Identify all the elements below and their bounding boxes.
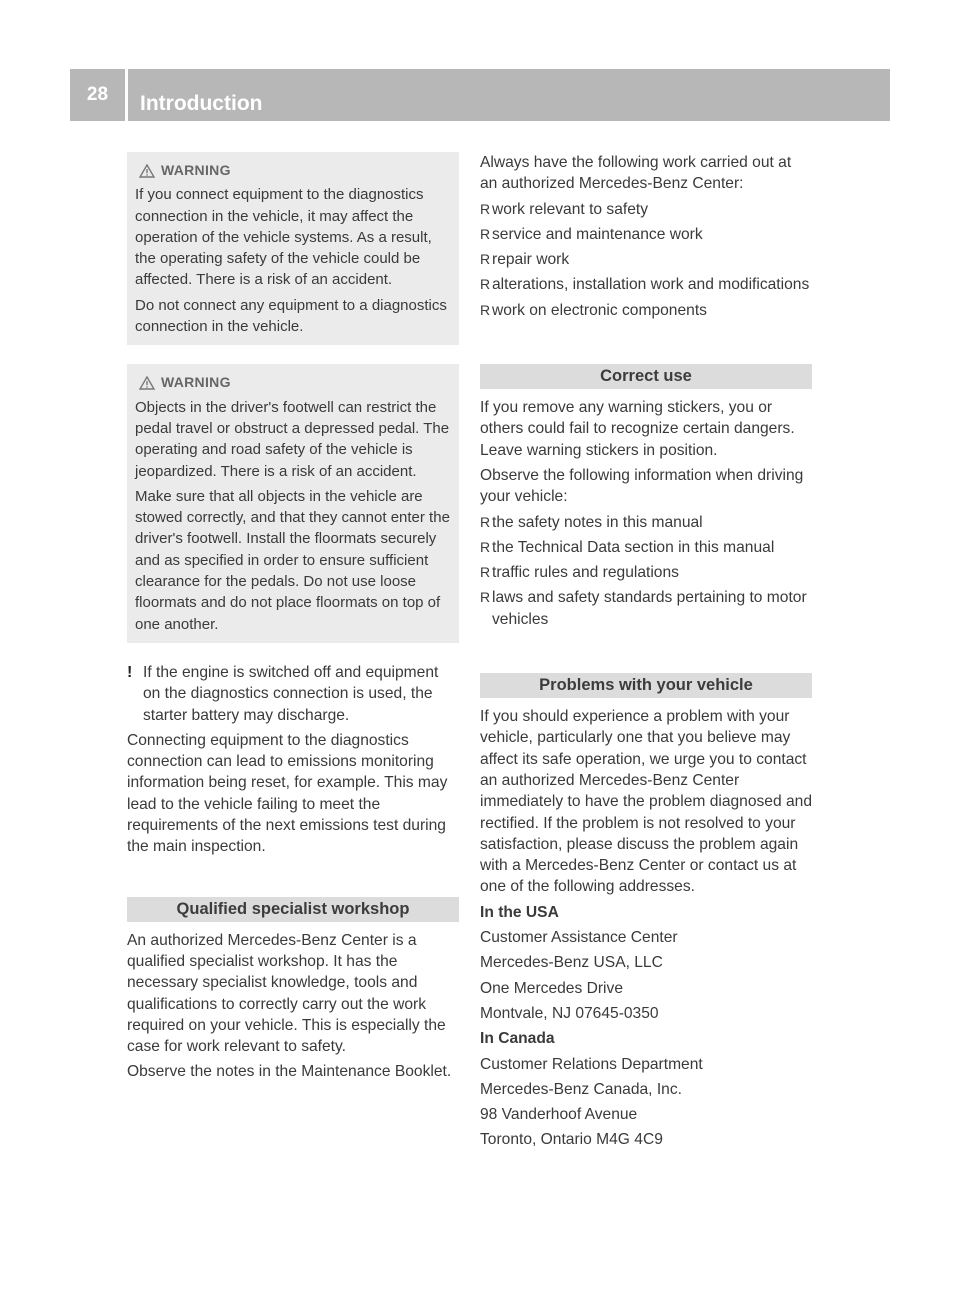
address-line: Toronto, Ontario M4G 4C9	[480, 1131, 663, 1149]
notice-battery	[127, 662, 459, 726]
warning-label: WARNING	[161, 374, 231, 391]
warning-label: WARNING	[161, 162, 231, 178]
address-line: Customer Relations Department	[480, 1055, 703, 1073]
warning-triangle-icon	[139, 164, 155, 178]
address-line: Mercedes-Benz Canada, Inc.	[480, 1080, 682, 1098]
address-line: 98 Vanderhoof Avenue	[480, 1106, 638, 1124]
warning-text: If you connect equipment to the diagnostics connection in the vehicle, it may affect the operation of the vehicle systems. As a result, the operating safety of the vehicle could be affected. There is a risk of an accident.	[135, 186, 432, 289]
list-item: R traffic rules and regulations	[480, 562, 812, 583]
right-column	[480, 152, 812, 1155]
address-heading-canada: In Canada	[480, 1030, 555, 1048]
section-heading-workshop: Qualified specialist workshop	[127, 897, 459, 922]
warning-heading	[135, 160, 451, 181]
warning-box-footwell	[127, 364, 459, 643]
list-item: R alterations, installation work and modifications	[480, 274, 812, 295]
warning-text: Do not connect any equipment to a diagnostics connection in the vehicle.	[135, 296, 447, 336]
paragraph: Observe the following information when driving your vehicle:	[480, 466, 804, 506]
address-line: Montvale, NJ 07645-0350	[480, 1004, 659, 1022]
page-header	[70, 69, 890, 121]
paragraph: If you remove any warning stickers, you or others could fail to recognize certain dangers. Leave warning stickers in position.	[480, 399, 795, 459]
section-title: Introduction	[140, 92, 263, 115]
list-item: R the Technical Data section in this manual	[480, 537, 812, 558]
warning-text: Make sure that all objects in the vehicle are stowed correctly, and that they cannot enter the driver's footwell. Install the floormats securely and as specified in order to ensure sufficient clearance for the pedals. Do not use loose floormats and do not place floormats on top of one another.	[135, 487, 450, 633]
section-heading-correct-use: Correct use	[480, 364, 812, 389]
work-list	[480, 199, 812, 321]
list-item: R laws and safety standards pertaining to motor vehicles	[480, 587, 812, 630]
paragraph: Observe the notes in the Maintenance Booklet.	[127, 1063, 452, 1081]
list-item: R work relevant to safety	[480, 199, 812, 220]
warning-heading	[135, 372, 451, 393]
list-item: R service and maintenance work	[480, 224, 812, 245]
warning-triangle-icon	[139, 376, 155, 390]
list-item: R work on electronic components	[480, 300, 812, 321]
notice-exclamation-icon: !	[127, 663, 133, 681]
header-separator	[125, 69, 128, 121]
paragraph: An authorized Mercedes-Benz Center is a qualified specialist workshop. It has the necessary specialist knowledge, tools and qualifications to correctly carry out the work required on your vehicle. This is especially the case for work relevant to safety.	[127, 931, 446, 1056]
left-column	[127, 152, 459, 1087]
paragraph: If you should experience a problem with your vehicle, particularly one that you believe may affect its safe operation, we urge you to contact an authorized Mercedes-Benz Center immediately to have the problem diagnosed and rectified. If the problem is not resolved to your satisfaction, please discuss the problem again with a Mercedes-Benz Center or contact us at one of the following addresses.	[480, 708, 813, 896]
list-item: R the safety notes in this manual	[480, 512, 812, 533]
paragraph-emissions: Connecting equipment to the diagnostics connection can lead to emissions monitoring information being reset, for example. This may lead to the vehicle failing to meet the requirements of the next emissions test during the main inspection.	[127, 731, 448, 856]
list-item: R repair work	[480, 249, 812, 270]
correct-use-list	[480, 512, 812, 630]
address-heading-usa: In the USA	[480, 903, 559, 921]
page-number: 28	[86, 84, 109, 105]
paragraph-intro: Always have the following work carried out at an authorized Mercedes-Benz Center:	[480, 154, 792, 193]
section-heading-problems: Problems with your vehicle	[480, 673, 812, 698]
address-line: Customer Assistance Center	[480, 929, 678, 947]
address-line: One Mercedes Drive	[480, 979, 623, 997]
address-line: Mercedes-Benz USA, LLC	[480, 954, 663, 972]
warning-text: Objects in the driver's footwell can restrict the pedal travel or obstruct a depressed pedal. The operating and road safety of the vehicle is jeopardized. There is a risk of an accident.	[135, 398, 450, 480]
notice-text: If the engine is switched off and equipment on the diagnostics connection is used, the starter battery may discharge.	[143, 663, 439, 724]
warning-box-diagnostics	[127, 152, 459, 345]
